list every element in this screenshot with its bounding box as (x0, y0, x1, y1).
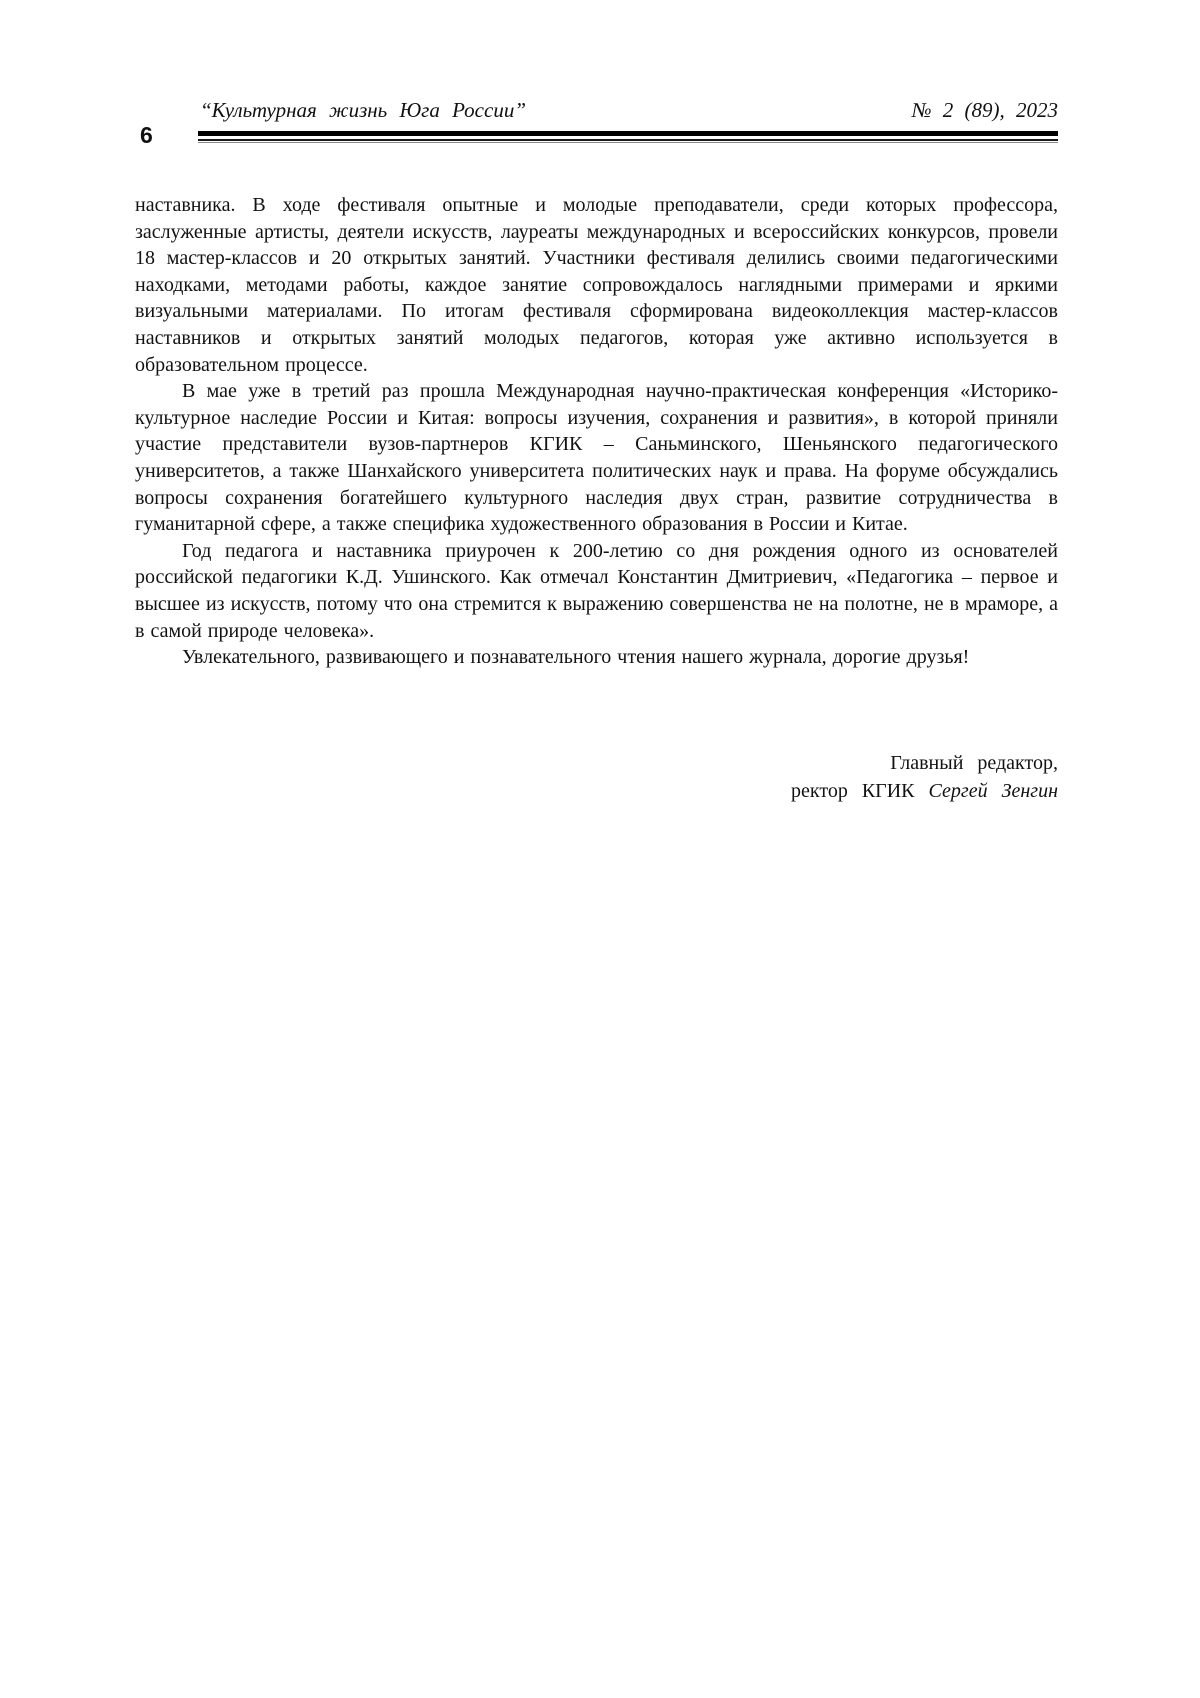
body-paragraph: В мае уже в третий раз прошла Международная научно-практическая конференция «Историко-культурное наследие России и Китая: вопросы изучения, сохранения и развития», в которой приняли участие представители вузов-партнеров КГИК – Саньминского, Шеньянского педагогического университетов, а также Шанхайского университета политических наук и права. На форуме обсуждались вопросы сохранения богатейшего культурного наследия двух стран, развитие сотрудничества в гуманитарной сфере, а также специфика художественного образования в России и Китае. (135, 380, 1058, 536)
rule-thin-line (198, 142, 1058, 143)
running-head-journal-title: “Культурная жизнь Юга России” (200, 98, 526, 122)
article-body (135, 192, 1058, 671)
signature-editor-name: Сергей Зенгин (928, 779, 1058, 802)
header-double-rule (198, 131, 1058, 143)
page-number: 6 (140, 122, 153, 148)
editor-signature (791, 750, 1058, 805)
signature-rector-title: ректор КГИК (791, 779, 915, 802)
signature-name-line (791, 778, 1058, 806)
body-paragraph: Год педагога и наставника приурочен к 200-летию со дня рождения одного из основателей российской педагогики К.Д. Ушинского. Как отмечал Константин Дмитриевич, «Педагогика – первое и высшее из искусств, потому что она стремится к выражению совершенства не на полотне, не в мраморе, а в самой природе человека». (135, 539, 1058, 642)
body-paragraph: наставника. В ходе фестиваля опытные и молодые преподаватели, среди которых профессора, заслуженные артисты, деятели искусств, лауреаты международных и всероссийских конкурсов, провели 18 мастер-классов и 20 открытых занятий. Участники фестиваля делились своими педагогическими находками, методами работы, каждое занятие сопровождалось наглядными примерами и яркими визуальными материалами. По итогам фестиваля сформирована видеоколлекция мастер-классов наставников и открытых занятий молодых педагогов, которая уже активно используется в образовательном процессе. (135, 194, 1058, 376)
body-paragraph: Увлекательного, развивающего и познавательного чтения нашего журнала, дорогие друзья! (182, 646, 970, 669)
signature-role-line: Главный редактор, (890, 752, 1058, 774)
running-head-issue-number: № 2 (89), 2023 (911, 98, 1058, 122)
